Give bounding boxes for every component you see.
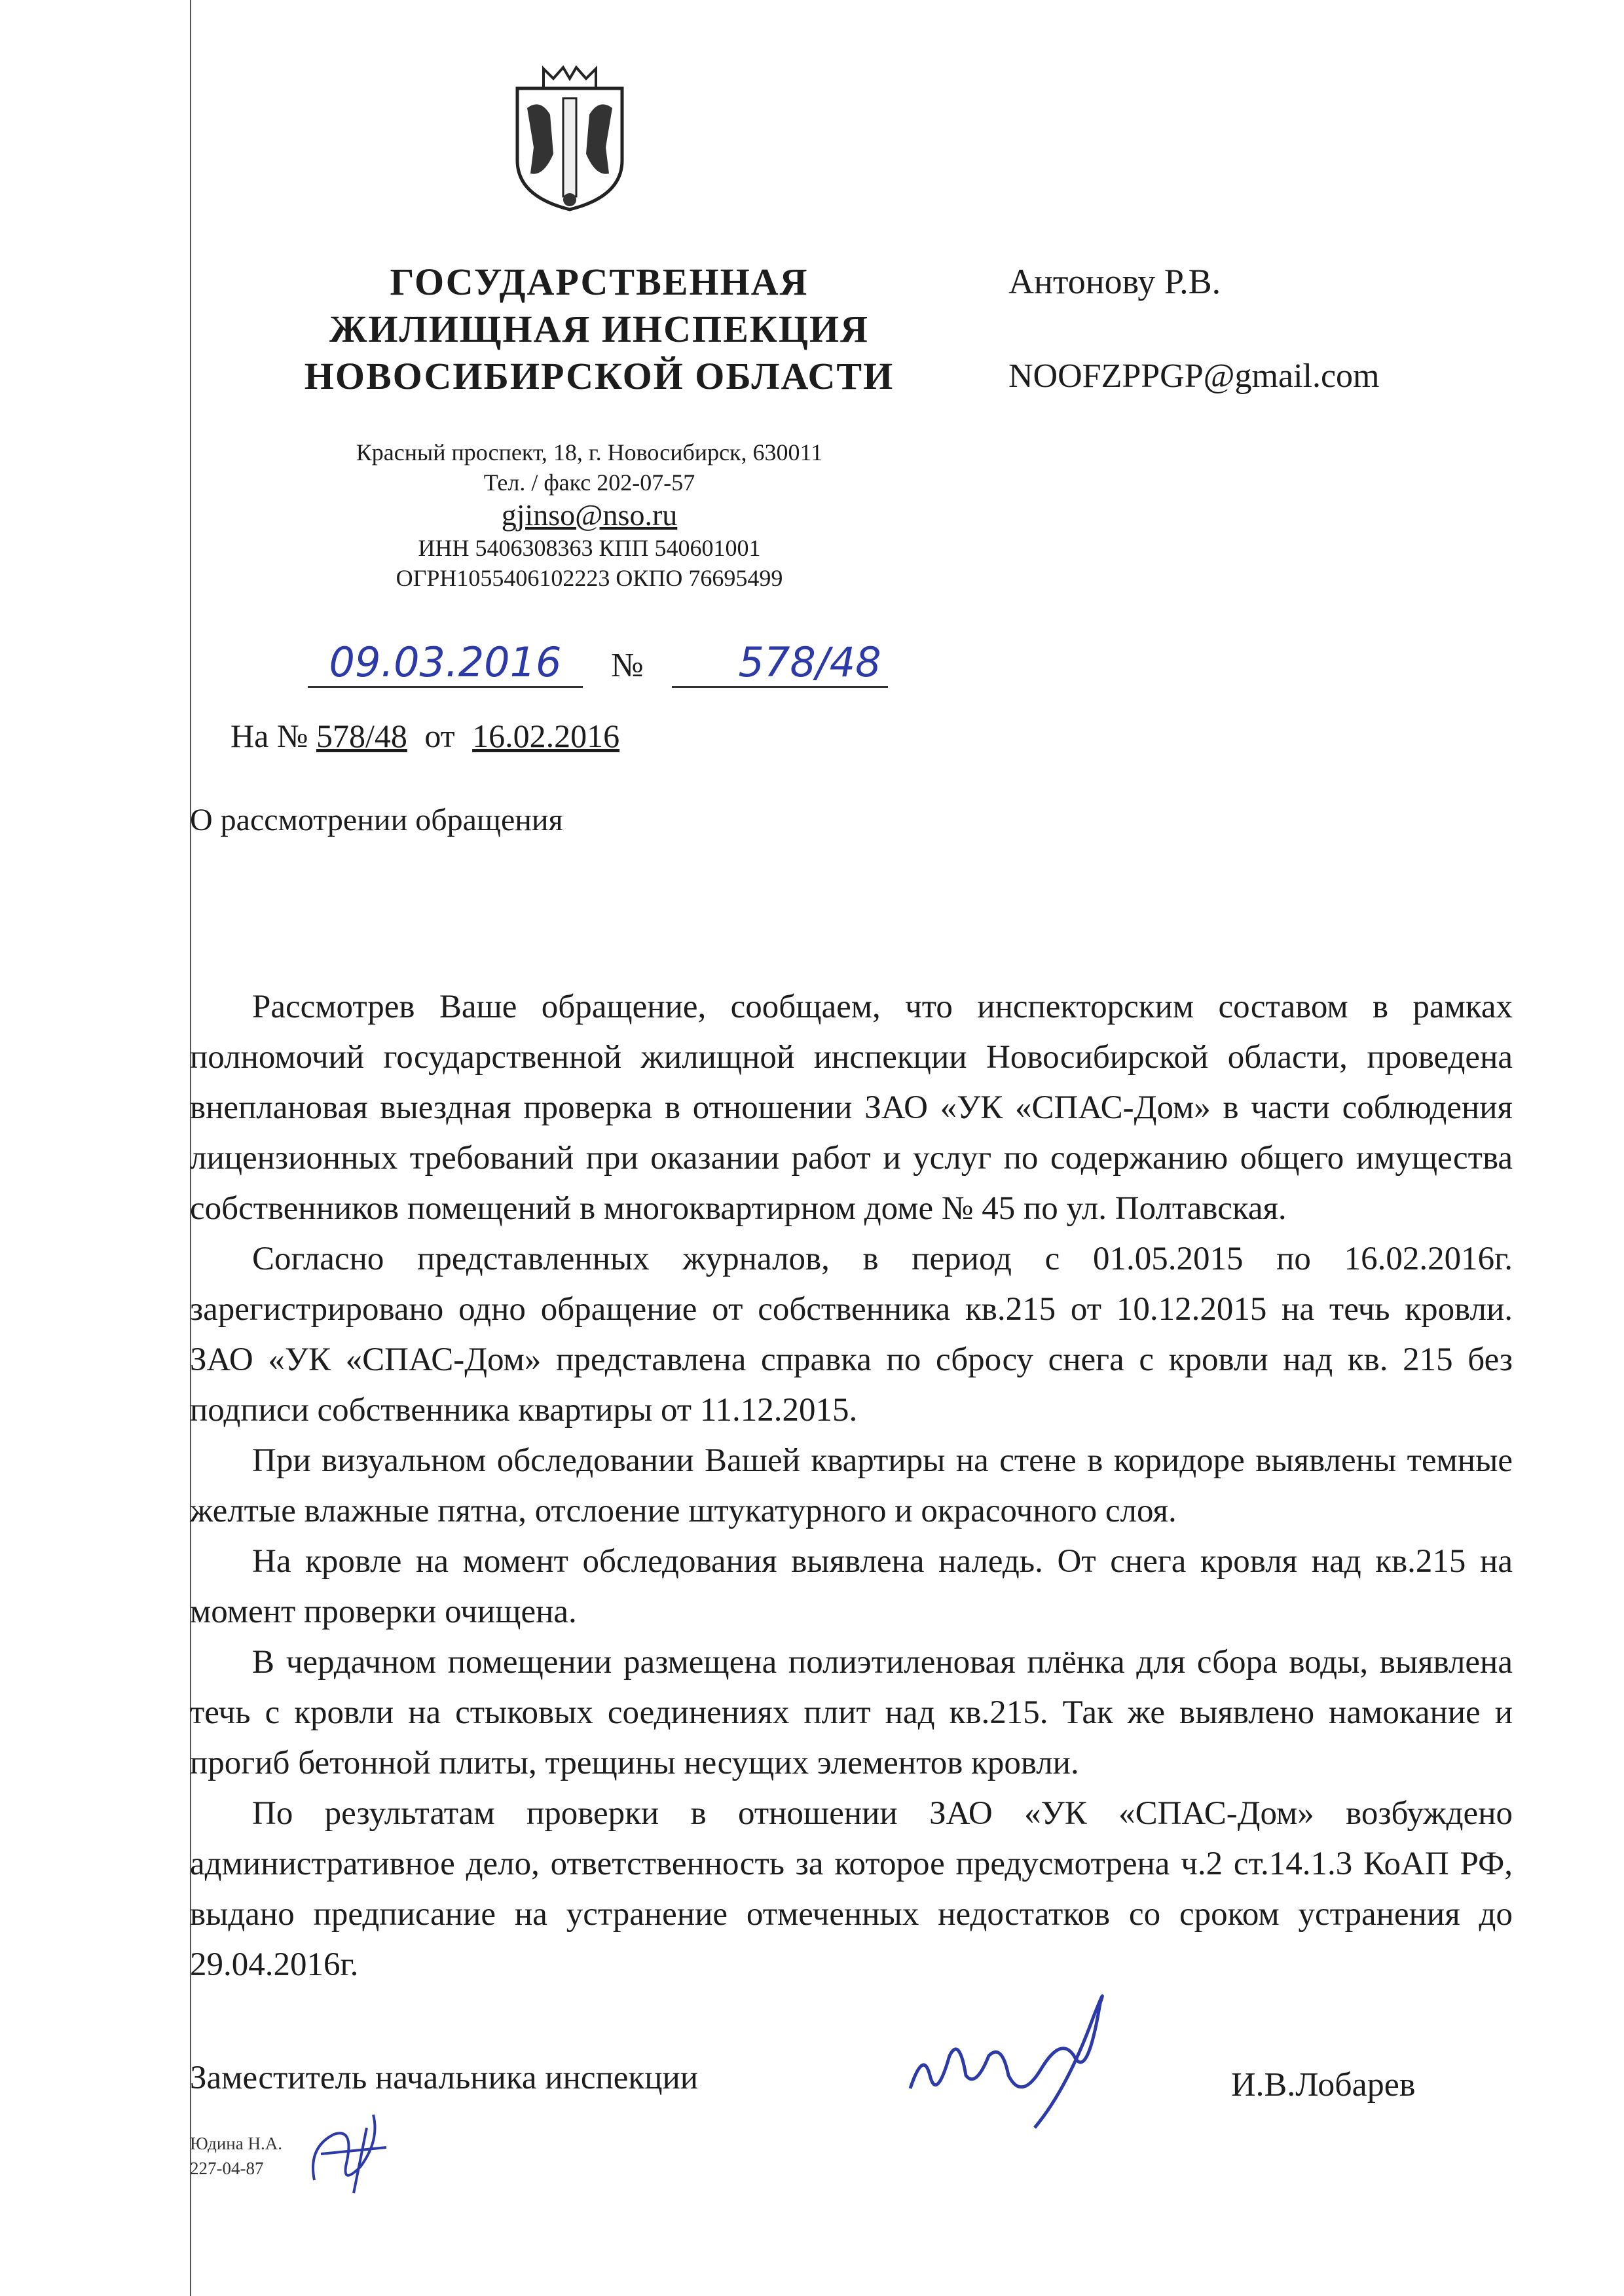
registration-date: 09.03.2016: [329, 638, 562, 686]
body-paragraph-3: При визуальном обследовании Вашей квартиры на стене в коридоре выявлены темные желтые влажные пятна, отслоение штукатурного и окрасочного слоя.: [190, 1442, 1513, 1529]
org-line-2: ЖИЛИЩНАЯ ИНСПЕКЦИЯ: [329, 308, 869, 350]
organization-contacts: [249, 437, 930, 593]
letter-body: [190, 982, 1513, 1990]
recipient-block: [1008, 259, 1380, 399]
number-sign: №: [611, 647, 644, 684]
body-paragraph-2: Согласно представленных журналов, в период с 01.05.2015 по 16.02.2016г. зарегистрировано одно обращение от собственника кв.215 от 10.12.2015 на течь кровли. ЗАО «УК «СПАС-Дом» представлена справка по сбросу снега с кровли над кв. 215 без подписи собственника квартиры от 11.12.2015.: [190, 1241, 1513, 1429]
registration-line: [308, 638, 888, 688]
org-email: gjinso@nso.ru: [501, 498, 678, 532]
reference-number: 578/48: [316, 718, 407, 754]
coat-of-arms-icon: [504, 62, 635, 213]
reference-date: 16.02.2016: [472, 718, 620, 754]
ogrn-okpo: ОГРН1055406102223 ОКПО 76695499: [396, 565, 783, 591]
body-paragraph-4: На кровле на момент обследования выявлена наледь. От снега кровля над кв.215 на момент проверки очищена.: [190, 1543, 1513, 1630]
organization-name: [249, 259, 950, 400]
body-paragraph-5: В чердачном помещении размещена полиэтиленовая плёнка для сбора воды, выявлена течь с кровли на стыковых соединениях плит над кв.215. Так же выявлено намокание и прогиб бетонной плиты, трещины несущих элементов кровли.: [190, 1644, 1513, 1781]
address: Красный проспект, 18, г. Новосибирск, 630011: [356, 439, 823, 465]
body-paragraph-6: По результатам проверки в отношении ЗАО «УК «СПАС-Дом» возбуждено административное дело, ответственность за которое предусмотрена ч.2 ст.14.1.3 КоАП РФ, выдано предписание на устранение отмеченных недостатков со сроком устранения до 29.04.2016г.: [190, 1795, 1513, 1983]
recipient-email: NOOFZPPGP@gmail.com: [1008, 357, 1380, 395]
executor-initials-signature: [295, 2088, 406, 2200]
org-line-1: ГОСУДАРСТВЕННАЯ: [390, 261, 809, 303]
handwritten-signature: [904, 1977, 1166, 2134]
inn-kpp: ИНН 5406308363 КПП 540601001: [418, 535, 761, 561]
executor-phone: 227-04-87: [190, 2159, 264, 2178]
subject-line: О рассмотрении обращения: [190, 803, 563, 837]
signatory-name: И.В.Лобарев: [1231, 2066, 1416, 2104]
registration-number: 578/48: [738, 638, 881, 686]
executor-name: Юдина Н.А.: [190, 2134, 282, 2153]
recipient-name: Антонову Р.В.: [1008, 262, 1221, 301]
phone: Тел. / факс 202-07-57: [483, 469, 695, 496]
reference-prefix: На №: [231, 718, 308, 754]
executor-info: [190, 2131, 282, 2181]
reference-line: [231, 717, 619, 755]
org-line-3: НОВОСИБИРСКОЙ ОБЛАСТИ: [304, 355, 895, 397]
body-paragraph-1: Рассмотрев Ваше обращение, сообщаем, что инспекторским составом в рамках полномочий государственной жилищной инспекции Новосибирской области, проведена внеплановая выездная проверка в отношении ЗАО «УК «СПАС-Дом» в части соблюдения лицензионных требований при оказании работ и услуг по содержанию общего имущества собственников помещений в многоквартирном доме № 45 по ул. Полтавская.: [190, 989, 1513, 1227]
reference-from: от: [424, 718, 455, 754]
signatory-title: Заместитель начальника инспекции: [190, 2060, 699, 2096]
